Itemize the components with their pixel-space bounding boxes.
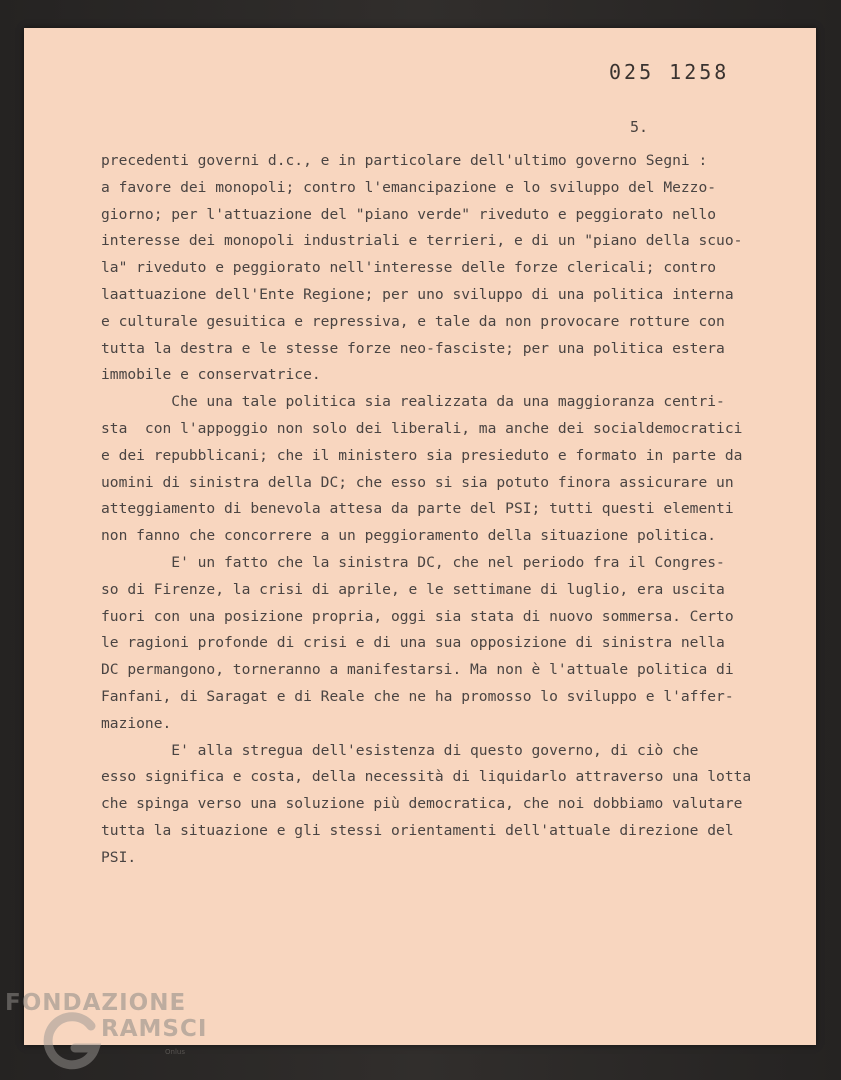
document-page <box>24 28 816 1045</box>
text-line: immobile e conservatrice. <box>101 366 321 384</box>
text-line: E' un fatto che la sinistra DC, che nel periodo fra il Congres- <box>101 553 725 571</box>
watermark-caption: Onlus <box>165 1048 185 1056</box>
text-line: E' alla stregua dell'esistenza di questo governo, di ciò che <box>101 741 699 759</box>
text-line: so di Firenze, la crisi di aprile, e le settimane di luglio, era uscita <box>101 580 725 598</box>
text-line: le ragioni profonde di crisi e di una sua opposizione di sinistra nella <box>101 634 725 652</box>
gramsci-g-logo-icon <box>39 1012 105 1070</box>
text-line: tutta la destra e le stesse forze neo-fasciste; per una politica estera <box>101 339 725 357</box>
archive-number: 025 1258 <box>609 60 730 84</box>
text-line: mazione. <box>101 714 172 732</box>
fondazione-gramsci-watermark <box>5 990 215 1070</box>
text-line: non fanno che concorrere a un peggioramento della situazione politica. <box>101 527 717 545</box>
text-line: e culturale gesuitica e repressiva, e tale da non provocare rotture con <box>101 312 725 330</box>
text-line: precedenti governi d.c., e in particolare dell'ultimo governo Segni : <box>101 152 708 169</box>
text-line: Che una tale politica sia realizzata da una maggioranza centri- <box>101 393 725 411</box>
text-line: sta con l'appoggio non solo dei liberali, ma anche dei socialdemocratici <box>101 419 743 437</box>
text-line: Fanfani, di Saragat e di Reale che ne ha promosso lo sviluppo e l'affer- <box>101 687 734 705</box>
text-line: interesse dei monopoli industriali e terrieri, e di un "piano della scuo- <box>101 232 743 250</box>
text-line: la" riveduto e peggiorato nell'interesse delle forze clericali; contro <box>101 259 717 277</box>
text-line: laattuazione dell'Ente Regione; per uno sviluppo di una politica interna <box>101 285 734 303</box>
text-line: esso significa e costa, della necessità di liquidarlo attraverso una lotta <box>101 768 752 786</box>
text-line: tutta la situazione e gli stessi orientamenti dell'attuale direzione del <box>101 821 734 839</box>
watermark-line-1: FONDAZIONE <box>5 990 187 1016</box>
text-line: atteggiamento di benevola attesa da parte del PSI; tutti questi elementi <box>101 500 734 518</box>
page-number: 5. <box>630 118 649 136</box>
text-line: fuori con una posizione propria, oggi sia stata di nuovo sommersa. Certo <box>101 607 734 625</box>
text-line: giorno; per l'attuazione del "piano verde" riveduto e peggiorato nello <box>101 205 717 223</box>
watermark-line-2: RAMSCI <box>101 1016 208 1042</box>
text-line: e dei repubblicani; che il ministero sia presieduto e formato in parte da <box>101 446 743 464</box>
text-line: uomini di sinistra della DC; che esso si sia potuto finora assicurare un <box>101 473 734 491</box>
text-line: che spinga verso una soluzione più democratica, che noi dobbiamo valutare <box>101 795 743 813</box>
text-line: PSI. <box>101 848 137 866</box>
text-line: DC permangono, torneranno a manifestarsi. Ma non è l'attuale politica di <box>101 661 734 679</box>
typewritten-body <box>101 148 813 872</box>
text-line: a favore dei monopoli; contro l'emancipazione e lo sviluppo del Mezzo- <box>101 178 717 196</box>
